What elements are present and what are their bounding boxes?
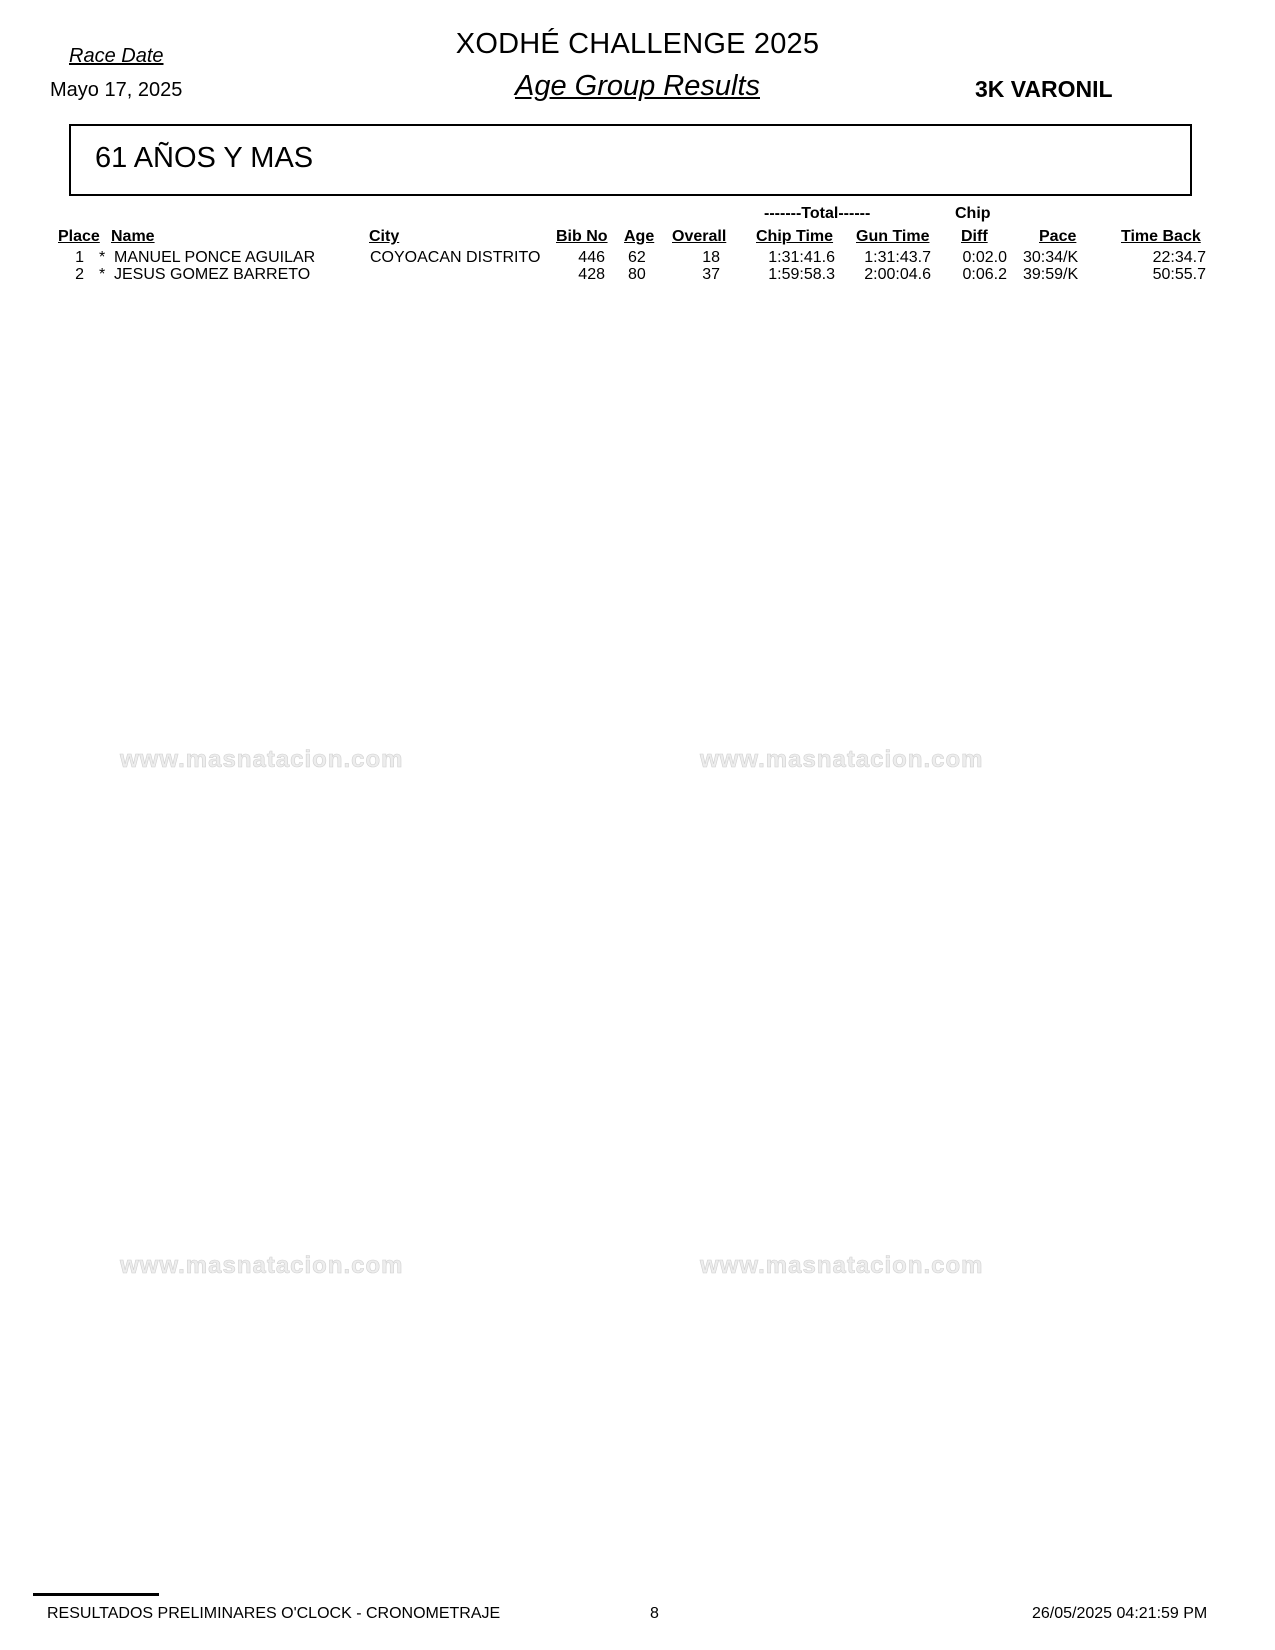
col-bib: Bib No (556, 228, 608, 245)
watermark-2: www.masnatacion.com (700, 746, 984, 773)
event-title: XODHÉ CHALLENGE 2025 (455, 28, 820, 60)
col-age: Age (624, 228, 655, 245)
row-gun-time: 2:00:04.6 (864, 266, 931, 283)
col-place: Place (58, 228, 100, 245)
row-bib: 446 (578, 249, 605, 266)
row-gun-time: 1:31:43.7 (864, 249, 931, 266)
row-time-back: 50:55.7 (1152, 266, 1206, 283)
watermark-3: www.masnatacion.com (120, 1252, 404, 1279)
col-diff: Diff (961, 228, 988, 245)
row-mark: * (99, 249, 106, 266)
row-pace: 30:34/K (1023, 249, 1079, 266)
col-overall: Overall (672, 228, 727, 245)
col-chip-time: Chip Time (756, 228, 834, 245)
row-chip-time: 1:31:41.6 (768, 249, 835, 266)
row-mark: * (99, 266, 106, 283)
row-overall: 37 (702, 266, 720, 283)
footer-timestamp: 26/05/2025 04:21:59 PM (1032, 1605, 1208, 1622)
row-chip-time: 1:59:58.3 (768, 266, 835, 283)
race-date-label: Race Date (69, 45, 164, 67)
row-diff: 0:02.0 (962, 249, 1007, 266)
category-label: 3K VARONIL (975, 76, 1113, 102)
row-place: 1 (75, 249, 84, 266)
footer-text: RESULTADOS PRELIMINARES O'CLOCK - CRONOMETRAJE (47, 1605, 501, 1622)
col-gun-time: Gun Time (856, 228, 930, 245)
watermark-1: www.masnatacion.com (120, 746, 404, 773)
race-date: Mayo 17, 2025 (50, 79, 183, 101)
row-pace: 39:59/K (1023, 266, 1079, 283)
row-name: JESUS GOMEZ BARRETO (114, 266, 311, 283)
row-overall: 18 (702, 249, 720, 266)
row-bib: 428 (578, 266, 605, 283)
row-name: MANUEL PONCE AGUILAR (114, 249, 316, 266)
row-age: 62 (628, 249, 646, 266)
row-place: 2 (75, 266, 84, 283)
col-city: City (369, 228, 400, 245)
col-name: Name (111, 228, 155, 245)
footer-rule (33, 1593, 159, 1596)
col-pace: Pace (1039, 228, 1077, 245)
chip-group-header: Chip (955, 205, 991, 222)
watermark-4: www.masnatacion.com (700, 1252, 984, 1279)
row-age: 80 (628, 266, 646, 283)
total-group-header: -------Total------ (764, 205, 871, 222)
row-time-back: 22:34.7 (1152, 249, 1206, 266)
row-city: COYOACAN DISTRITO (370, 249, 541, 266)
report-title: Age Group Results (514, 70, 760, 102)
page-number: 8 (650, 1605, 659, 1622)
age-group-box (69, 124, 1192, 196)
col-time-back: Time Back (1121, 228, 1201, 245)
age-group-title: 61 AÑOS Y MAS (95, 142, 314, 174)
row-diff: 0:06.2 (962, 266, 1007, 283)
